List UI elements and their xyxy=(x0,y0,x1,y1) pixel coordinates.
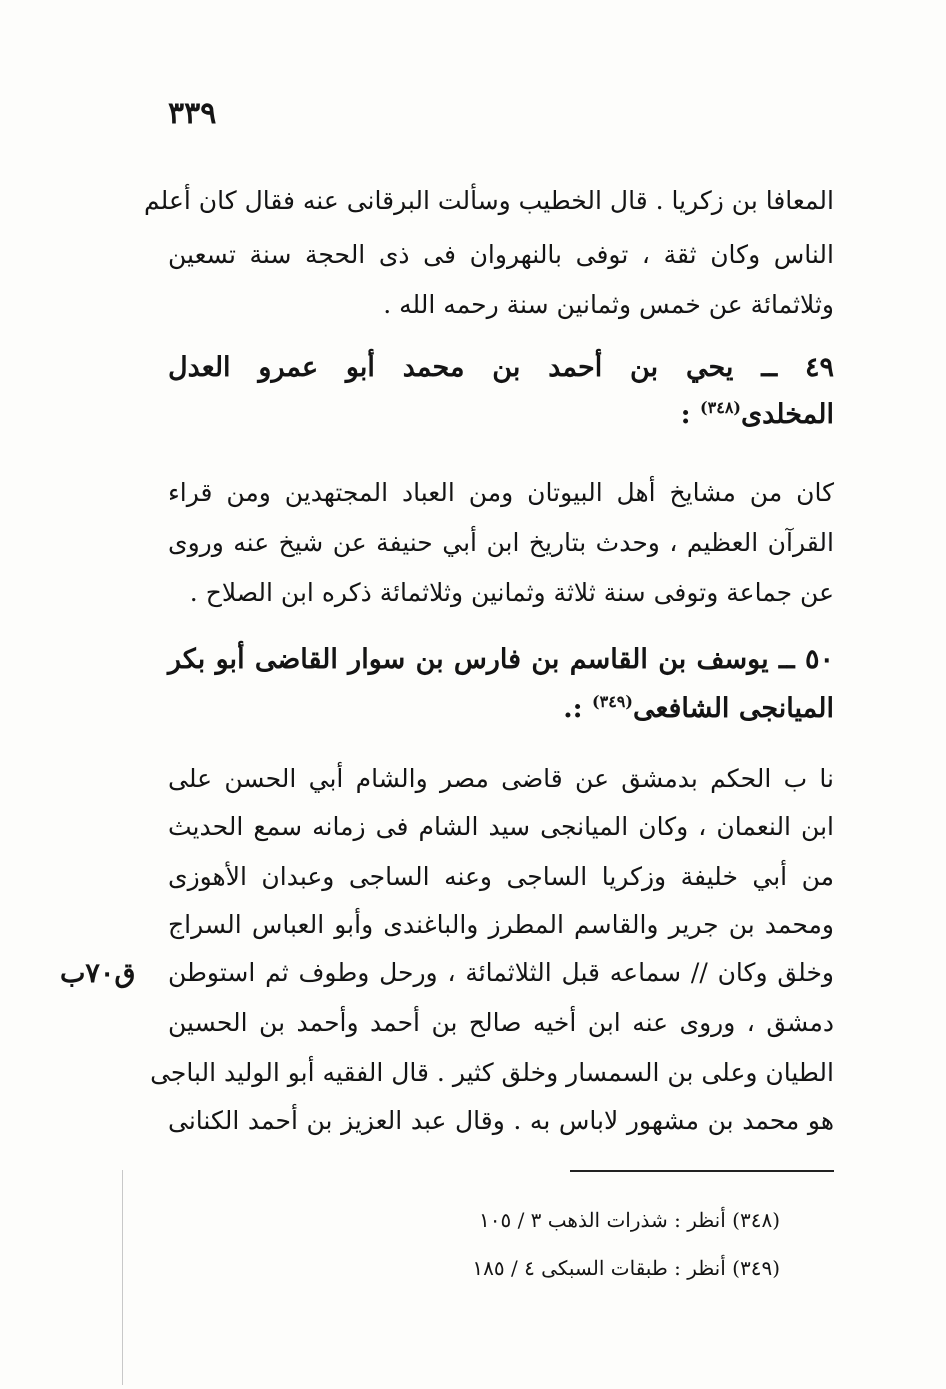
text-line: الطيان وعلى بن السمسار وخلق كثير . قال الفقيه أبو الوليد الباجى xyxy=(150,1058,834,1087)
text-line: من أبي خليفة وزكريا الساجى وعنه الساجى وعبدان الأهوزى xyxy=(168,862,834,891)
manuscript-folio-marker: ق٧٠ب xyxy=(60,958,136,989)
text-line: الناس وكان ثقة ، توفى بالنهروان فى ذى الحجة سنة تسعين xyxy=(168,240,834,269)
footnote-divider xyxy=(570,1170,834,1172)
text-line: نا ب الحكم بدمشق عن قاضى مصر والشام أبي الحسن على xyxy=(168,764,834,793)
scan-edge-line xyxy=(122,1170,123,1385)
footnote-348: (٣٤٨) أنظر : شذرات الذهب ٣ / ١٠٥ xyxy=(478,1208,780,1232)
footnote-ref-348: (٣٤٨) xyxy=(700,398,741,417)
page-number: ٣٣٩ xyxy=(168,96,217,131)
entry-49-name: المخلدى xyxy=(740,399,834,430)
entry-50-name: الميانجى الشافعى xyxy=(632,693,834,724)
text-line: عن جماعة وتوفى سنة ثلاثة وثمانين وثلاثمائة ذكره ابن الصلاح . xyxy=(189,578,834,607)
entry-50-heading-line1: ٥٠ ــ يوسف بن القاسم بن فارس بن سوار القاضى أبو بكر xyxy=(168,644,834,675)
heading-colon: : xyxy=(680,399,701,430)
entry-49-heading-line2 xyxy=(168,398,834,430)
entry-50-heading-line2 xyxy=(168,692,834,724)
text-line: كان من مشايخ أهل البيوتان ومن العباد المجتهدين ومن قراء xyxy=(168,478,834,507)
text-line: دمشق ، وروى عنه ابن أخيه صالح بن أحمد وأحمد بن الحسين xyxy=(168,1008,834,1037)
text-line: المعافا بن زكريا . قال الخطيب وسألت البرقانى عنه فقال كان أعلم xyxy=(144,186,834,215)
footnote-ref-349: (٣٤٩) xyxy=(592,692,633,711)
text-line: هو محمد بن مشهور لاباس به . وقال عبد العزيز بن أحمد الكنانى xyxy=(168,1106,834,1135)
text-line: ابن النعمان ، وكان الميانجى سيد الشام فى زمانه سمع الحديث xyxy=(168,812,834,841)
heading-colon: :. xyxy=(563,693,593,724)
text-line: وخلق وكان // سماعه قبل الثلاثمائة ، ورحل وطوف ثم استوطن xyxy=(168,958,834,987)
text-line: القرآن العظيم ، وحدث بتاريخ ابن أبي حنيفة عن شيخ عنه وروى xyxy=(168,528,834,557)
text-line: وثلاثمائة عن خمس وثمانين سنة رحمه الله . xyxy=(383,290,834,319)
text-line: ومحمد بن جرير والقاسم المطرز والباغندى وأبو العباس السراج xyxy=(168,910,834,939)
footnote-349: (٣٤٩) أنظر : طبقات السبكى ٤ / ١٨٥ xyxy=(472,1256,780,1280)
entry-49-heading-line1: ٤٩ ــ يحي بن أحمد بن محمد أبو عمرو العدل xyxy=(168,352,834,383)
